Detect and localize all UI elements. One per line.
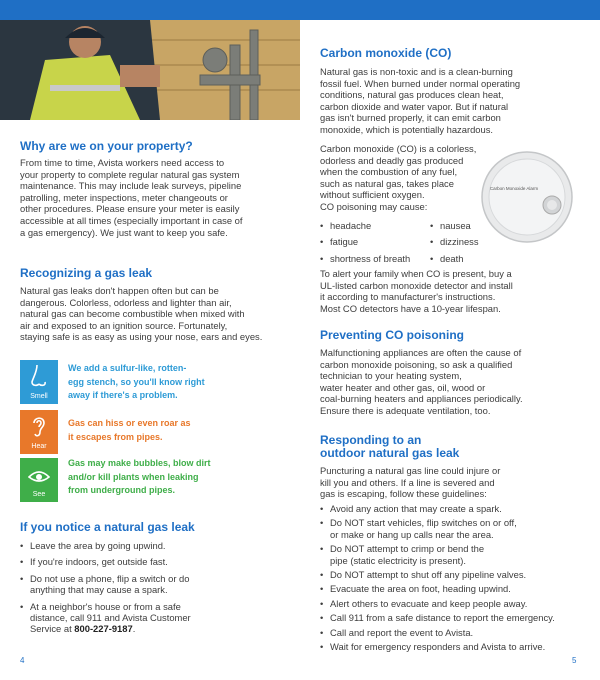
co-body-2: Carbon monoxide (CO) is a colorless, odorless and deadly gas produced when the combustion of any fuel, such as natural gas, takes place without sufficient oxygen. CO poisoning may cause: [320, 143, 477, 212]
service-phone: 800-227-9187 [74, 623, 133, 635]
prevent-body: Malfunctioning appliances are often the cause of carbon monoxide poisoning, so ask a qualified technician to your heating system, water heater and other gas, oil, wood or coal-burning heaters and appliances periodically. Ensure there is adequate ventilation, too. [320, 347, 523, 416]
respond-heading: Responding to an outdoor natural gas leak [320, 433, 460, 460]
worker-photo [0, 20, 300, 120]
why-heading: Why are we on your property? [20, 139, 193, 153]
eye-icon [28, 466, 50, 488]
ear-icon [29, 414, 49, 440]
co-body-1: Natural gas is non-toxic and is a clean-burning fossil fuel. When burned under normal operating conditions, natural gas produces clean heat, carbon dioxide and water vapor. But if natural gas isn't burned properly, it can emit carbon monoxide, which is potentially hazardous. [320, 66, 521, 135]
list-item: • Do NOT attempt to crimp or bend the pipe (static electricity is present). [320, 543, 595, 566]
co-heading: Carbon monoxide (CO) [320, 46, 452, 60]
list-item: • Alert others to evacuate and keep people away. [320, 598, 595, 609]
see-text: Gas may make bubbles, blow dirt and/or kill plants when leaking from underground pipes. [68, 458, 211, 496]
list-item: • Do NOT attempt to shut off any pipeline valves. [320, 569, 595, 580]
list-item: • death [430, 253, 490, 264]
list-item: • Call 911 from a safe distance to report the emergency. [320, 612, 595, 623]
top-color-bar [0, 0, 600, 20]
list-item: • nausea [430, 220, 490, 231]
page-number-right: 5 [572, 656, 577, 665]
detector-label: Carbon Monoxide Alarm [489, 186, 539, 191]
symptoms-col-1 [320, 220, 420, 264]
see-badge: See [20, 458, 58, 502]
smell-text: We add a sulfur-like, rotten- egg stench, so you'll know right away if there's a problem. [68, 363, 205, 401]
notice-heading: If you notice a natural gas leak [20, 520, 195, 534]
respond-list [320, 503, 595, 652]
list-item: • Do not use a phone, flip a switch or do anything that may cause a spark. [20, 573, 290, 596]
hear-badge: Hear [20, 410, 58, 454]
prevent-heading: Preventing CO poisoning [320, 328, 465, 342]
hear-text: Gas can hiss or even roar as it escapes from pipes. [68, 418, 191, 442]
respond-body: Puncturing a natural gas line could injure or kill you and others. If a line is severed and gas is escaping, follow these guidelines: [320, 465, 501, 500]
recognizing-heading: Recognizing a gas leak [20, 266, 153, 280]
list-item: • Call and report the event to Avista. [320, 627, 595, 638]
list-item: • Avoid any action that may create a spark. [320, 503, 595, 514]
co-body-3: To alert your family when CO is present, buy a UL-listed carbon monoxide detector and install it according to manufacturer's instructions. Most CO detectors have a 10-year lifespan. [320, 268, 513, 314]
list-item: • headache [320, 220, 420, 231]
list-item: • shortness of breath [320, 253, 420, 264]
page-number-left: 4 [20, 656, 25, 665]
list-item: • If you're indoors, get outside fast. [20, 556, 290, 567]
list-item: • Leave the area by going upwind. [20, 540, 290, 551]
notice-list [20, 540, 290, 635]
smell-badge: Smell [20, 360, 58, 404]
list-item: • At a neighbor's house or from a safe distance, call 911 and Avista Customer Service at 800-227-9187. [20, 601, 290, 635]
list-item: • Wait for emergency responders and Avista to arrive. [320, 641, 595, 652]
why-body: From time to time, Avista workers need access to your property to complete regular natural gas system maintenance. This may include leak surveys, pipeline patrolling, meter inspections, meter changeouts or other procedures. Please ensure your meter is easily accessible at all times (especially important in case of a gas emergency). We just want to keep you safe. [20, 157, 243, 238]
list-item: • Do NOT start vehicles, flip switches on or off, or make or hang up calls near the area. [320, 517, 595, 540]
list-item: • fatigue [320, 236, 420, 247]
list-item: • Evacuate the area on foot, heading upwind. [320, 583, 595, 594]
nose-icon [29, 364, 49, 390]
symptoms-col-2 [430, 220, 490, 264]
co-detector-image [480, 150, 575, 245]
list-item: • dizziness [430, 236, 490, 247]
recognizing-body: Natural gas leaks don't happen often but can be dangerous. Colorless, odorless and lighter than air, natural gas can become combustible when mixed with air and exposed to an ignition source. Fortunately, staying safe is as easy as using your nose, ears and eyes. [20, 285, 263, 343]
